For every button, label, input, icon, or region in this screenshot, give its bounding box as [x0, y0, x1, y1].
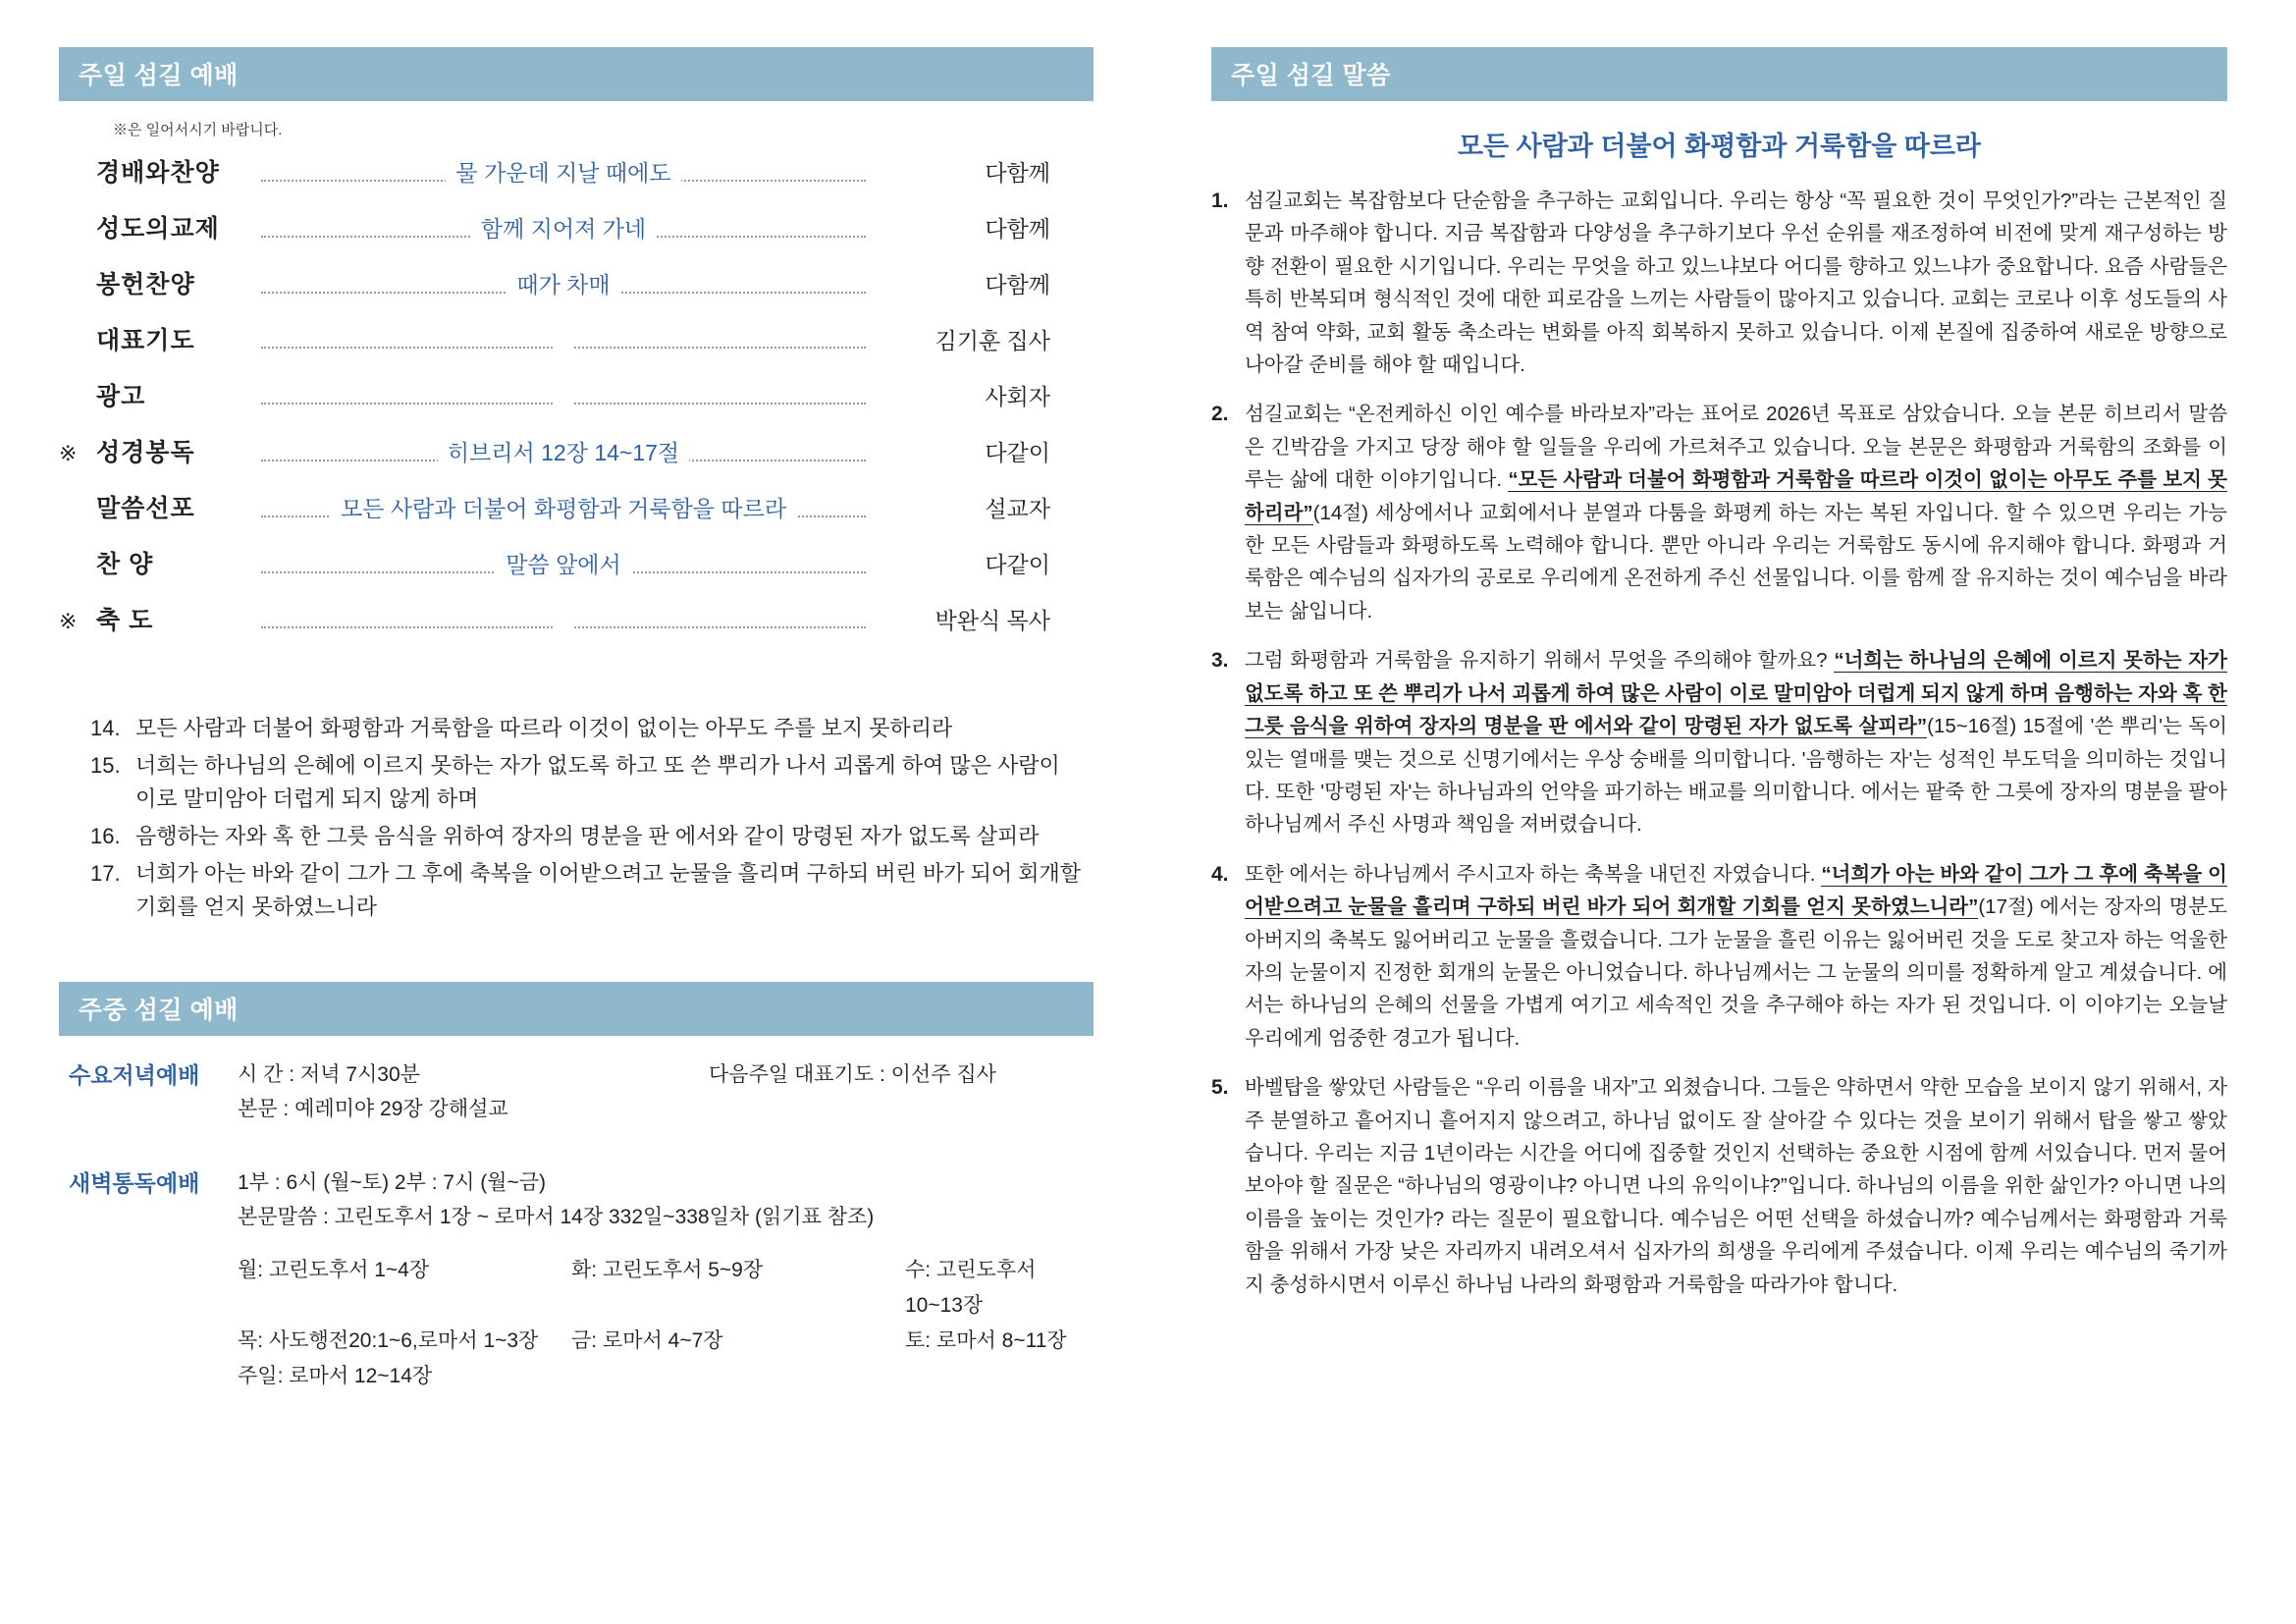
wednesday-details — [238, 1057, 1094, 1127]
verse-text: 음행하는 자와 혹 한 그릇 음식을 위하여 장자의 명분을 판 에서와 같이 망령된 자가 없도록 살피라 — [135, 824, 1040, 849]
reading-plan-row — [238, 1324, 1094, 1359]
standing-note: ※은 일어서시기 바랍니다. — [113, 122, 283, 138]
order-label: 성경봉독 — [96, 439, 195, 466]
dawn-details — [238, 1165, 1094, 1394]
order-label: 성도의교제 — [96, 215, 220, 243]
sermon-text-post: (14절) 세상에서나 교회에서나 분열과 다툼을 화평케 하는 자는 복된 자입니다. 할 수 있으면 우리는 가능한 모든 사람들과 화평하도록 노력해야 합니다. 뿐만 아니라 우리는 거룩함도 동시에 유지해야 합니다. 화평과 거룩함은 예수님의 십자가의 공로로 우리에게 온전하게 주신 선물입니다. 이를 함께 잘 유지하는 것이 예수님을 바라보는 삶입니다. — [1245, 501, 2227, 623]
order-middle-text — [554, 328, 573, 353]
order-middle-text — [554, 384, 573, 409]
order-right: 다함께 — [985, 216, 1050, 242]
order-middle — [261, 267, 866, 299]
dawn-service — [59, 1165, 1094, 1394]
verse-line — [90, 820, 1082, 853]
order-middle — [261, 547, 866, 579]
reading-plan-grid — [238, 1253, 1094, 1394]
order-right: 김기훈 집사 — [934, 328, 1050, 353]
reading-plan-row — [238, 1253, 1094, 1324]
order-middle-text: 때가 차매 — [507, 272, 619, 298]
order-row — [59, 321, 1050, 377]
reading-cell: 월: 고린도후서 1~4장 — [238, 1258, 430, 1281]
sermon-point — [1211, 185, 2227, 381]
order-row — [59, 377, 1050, 433]
order-label: 축 도 — [96, 607, 154, 634]
next-sunday-prayer: 다음주일 대표기도 : 이선주 집사 — [709, 1062, 996, 1086]
order-middle — [261, 608, 866, 634]
sermon-point — [1211, 644, 2227, 840]
verse-line — [90, 749, 1082, 816]
order-middle-text: 말씀 앞에서 — [496, 552, 630, 577]
order-middle — [261, 328, 866, 354]
order-label: 찬 양 — [96, 551, 154, 578]
order-middle — [261, 155, 866, 188]
sermon-point-text — [1245, 858, 2227, 1055]
sermon-point — [1211, 1071, 2227, 1301]
order-asterisk: ※ — [59, 441, 78, 465]
dawn-time: 1부 : 6시 (월~토) 2부 : 7시 (월~금) — [238, 1171, 547, 1195]
reading-cell: 주일: 로마서 12~14장 — [238, 1364, 433, 1387]
sermon-point-text — [1245, 398, 2227, 627]
order-label: 대표기도 — [96, 327, 195, 354]
reading-cell: 화: 고린도후서 5~9장 — [571, 1258, 764, 1281]
sermon-point-number: 5. — [1211, 1076, 1229, 1100]
order-label: 광고 — [96, 383, 146, 410]
order-middle-text: 물 가운데 지날 때에도 — [446, 160, 680, 186]
order-asterisk: ※ — [59, 609, 78, 633]
order-middle — [261, 491, 866, 523]
dawn-title: 새벽통독예배 — [69, 1170, 200, 1197]
dawn-text: 본문말씀 : 고린도후서 1장 ~ 로마서 14장 332일~338일차 (읽기표 참조) — [238, 1206, 875, 1229]
verse-line — [90, 857, 1082, 924]
order-right: 설교자 — [985, 496, 1050, 521]
order-row — [59, 209, 1050, 265]
wednesday-time: 시 간 : 저녁 7시30분 — [238, 1062, 420, 1086]
order-row — [59, 601, 1050, 657]
wednesday-title: 수요저녁예배 — [69, 1061, 200, 1088]
weekday-worship-section — [59, 982, 1094, 1395]
order-right: 다같이 — [985, 552, 1050, 577]
reading-cell — [905, 1359, 1094, 1394]
sunday-worship-header: 주일 섬길 예배 — [59, 47, 1094, 101]
sermon-point-text: 바벨탑을 쌓았던 사람들은 “우리 이름을 내자”고 외쳤습니다. 그들은 약하면서 약한 모습을 보이지 않기 위해서, 자주 분열하고 흩어지니 흩어지지 않으려고, 하나님 없이도 잘 살아갈 수 있다는 것을 보이기 위해서 탑을 쌓고 쌓았습니다. 우리는 지금 1년이라는 시간을 어디에 집중할 것인지 선택하는 중요한 시점에 함께 서있습니다. 먼저 물어보아야 할 질문은 “하나님의 영광이냐? 아니면 나의 유익이냐?”입니다. 하나님의 이름을 위한 삶인가? 아니면 나의 이름을 높이는 것인가? 라는 질문이 필요합니다. 예수님은 어떤 선택을 하셨습니까? 예수님께서는 화평함과 거룩함을 위해서 가장 낮은 자리까지 내려오셔서 십자가의 희생을 우리에게 주셨습니다. 이제 우리는 예수님의 죽기까지 충성하시면서 이루신 하나님 나라의 화평함과 거룩함을 따라가야 합니다. — [1245, 1076, 2227, 1296]
reading-plan-row — [238, 1359, 1094, 1394]
order-label: 봉헌찬양 — [96, 271, 195, 298]
order-of-worship-list — [59, 153, 1050, 657]
reading-cell — [571, 1359, 905, 1394]
order-middle — [261, 211, 866, 244]
order-row — [59, 153, 1050, 209]
sermon-point-number: 4. — [1211, 862, 1229, 886]
order-row — [59, 433, 1050, 489]
reading-cell: 목: 사도행전20:1~6,로마서 1~3장 — [238, 1328, 539, 1352]
sermon-quote: “너희가 아는 바와 같이 그가 그 후에 축복을 이어받으려고 눈물을 흘리며 구하되 버린 바가 되어 회개할 기회를 얻지 못하였느니라” — [1245, 862, 2227, 919]
weekday-worship-header: 주중 섬길 예배 — [59, 982, 1094, 1036]
order-right: 사회자 — [985, 384, 1050, 409]
sermon-point-number: 2. — [1211, 403, 1229, 426]
sunday-sermon-header: 주일 섬길 말씀 — [1211, 47, 2227, 101]
order-row — [59, 545, 1050, 601]
order-label: 말씀선포 — [96, 495, 195, 522]
sermon-point-number: 3. — [1211, 649, 1229, 673]
reading-cell: 토: 로마서 8~11장 — [905, 1328, 1067, 1352]
order-right: 다같이 — [985, 440, 1050, 465]
order-middle-text: 모든 사람과 더불어 화평함과 거룩함을 따르라 — [331, 496, 796, 521]
reading-cell: 금: 로마서 4~7장 — [571, 1328, 723, 1352]
sermon-text-post: (15~16절) 15절에 '쓴 뿌리'는 독이 있는 열매를 맺는 것으로 신명기에서는 우상 숭배를 의미합니다. '음행하는 자'는 성적인 부도덕을 의미하는 것입니다. 또한 '망령된 자'는 하나님과의 언약을 파기하는 배교를 의미합니다. 에서는 팥죽 한 그릇에 장자의 명분을 팔아 하나님께서 주신 사명과 책임을 져버렸습니다. — [1245, 715, 2227, 837]
reading-cell: 수: 고린도후서 10~13장 — [905, 1258, 1037, 1317]
sermon-text-pre: 또한 에서는 하나님께서 주시고자 하는 축복을 내던진 자였습니다. — [1245, 862, 1822, 886]
sermon-title: 모든 사람과 더불어 화평함과 거룩함을 따르라 — [1457, 132, 1982, 161]
sermon-point — [1211, 858, 2227, 1055]
wednesday-line-1 — [238, 1057, 1094, 1092]
order-row — [59, 489, 1050, 545]
wednesday-text: 본문 : 예레미야 29장 강해설교 — [238, 1097, 508, 1120]
sermon-point-text: 섬길교회는 복잡함보다 단순함을 추구하는 교회입니다. 우리는 항상 “꼭 필요한 것이 무엇인가?”라는 근본적인 질문과 마주해야 합니다. 지금 복잡함과 다양성을 추구하기보다 우선 순위를 재조정하여 비전에 맞게 재구성하는 방향 전환이 필요한 시기입니다. 우리는 무엇을 하고 있느냐보다 어디를 향하고 있느냐가 중요합니다. 요즘 사람들은 특히 반복되며 형식적인 것에 대한 피로감을 느끼는 사람들이 많아지고 있습니다. 교회는 코로나 이후 성도들의 사역 참여 약화, 교회 활동 축소라는 변화를 아직 회복하지 못하고 있습니다. 이제 본질에 집중하여 새로운 방향으로 나아갈 준비를 해야 할 때입니다. — [1245, 189, 2227, 377]
order-middle-text: 함께 지어져 가네 — [471, 216, 656, 242]
sermon-quote: “모든 사람과 더불어 화평함과 거룩함을 따르라 이것이 없이는 아무도 주를 보지 못하리라” — [1245, 468, 2227, 524]
order-middle-text: 히브리서 12장 14~17절 — [438, 440, 689, 465]
order-right: 다함께 — [985, 160, 1050, 186]
scripture-passage — [90, 712, 1082, 925]
sermon-point — [1211, 398, 2227, 627]
sermon-text-post: (17절) 에서는 장자의 명분도 아버지의 축복도 잃어버리고 눈물을 흘렸습니다. 그가 눈물을 흘린 이유는 잃어버린 것을 도로 찾고자 하는 억울한 자의 눈물이지 진정한 회개의 눈물은 아니었습니다. 하나님께서는 그 눈물의 의미를 정확하게 알고 계셨습니다. 에서는 하나님의 은혜의 선물을 가볍게 여기고 세속적인 것을 추구해야 하는 자가 된 것입니다. 이 이야기는 오늘날 우리에게 엄중한 경고가 됩니다. — [1245, 895, 2227, 1050]
sermon-text-pre: 섬길교회는 “온전케하신 이인 예수를 바라보자”라는 표어로 2026년 목표로 삼았습니다. 오늘 본문 히브리서 말씀은 긴박감을 가지고 당장 해야 할 일들을 우리에 가르쳐주고 있습니다. 오늘 본문은 화평함과 거룩함의 조화를 이루는 삶에 대한 이야기입니다. — [1245, 403, 2227, 492]
sermon-quote: “너희는 하나님의 은혜에 이르지 못하는 자가 없도록 하고 또 쓴 뿌리가 나서 괴롭게 하여 많은 사람이 이로 말미암아 더럽게 되지 않게 하며 음행하는 자와 혹 한 그릇 음식을 위하여 장자의 명분을 판 에서와 같이 망령된 자가 없도록 살피라” — [1245, 649, 2227, 738]
order-middle — [261, 384, 866, 410]
order-row — [59, 265, 1050, 321]
right-column — [1152, 0, 2296, 1624]
order-middle — [261, 435, 866, 467]
verse-text: 너희는 하나님의 은혜에 이르지 못하는 자가 없도록 하고 또 쓴 뿌리가 나서 괴롭게 하여 많은 사람이 이로 말미암아 더럽게 되지 않게 하며 — [135, 753, 1060, 812]
verse-number: 16. — [90, 824, 121, 849]
verse-line — [90, 712, 1082, 745]
verse-text: 너희가 아는 바와 같이 그가 그 후에 축복을 이어받으려고 눈물을 흘리며 구하되 버린 바가 되어 회개할 기회를 얻지 못하였느니라 — [135, 861, 1082, 920]
sermon-text-pre: 그럼 화평함과 거룩함을 유지하기 위해서 무엇을 주의해야 할까요? — [1245, 649, 1835, 673]
sermon-point-text — [1245, 644, 2227, 840]
verse-text: 모든 사람과 더불어 화평함과 거룩함을 따르라 이것이 없이는 아무도 주를 보지 못하리라 — [135, 716, 953, 740]
order-label: 경배와찬양 — [96, 159, 220, 187]
order-middle-text — [554, 608, 573, 633]
order-right: 다함께 — [985, 272, 1050, 298]
verse-number: 15. — [90, 753, 121, 779]
sermon-point-number: 1. — [1211, 189, 1229, 212]
verse-number: 17. — [90, 861, 121, 887]
wednesday-service — [59, 1057, 1094, 1127]
verse-number: 14. — [90, 716, 121, 740]
order-right: 박완식 목사 — [934, 608, 1050, 633]
